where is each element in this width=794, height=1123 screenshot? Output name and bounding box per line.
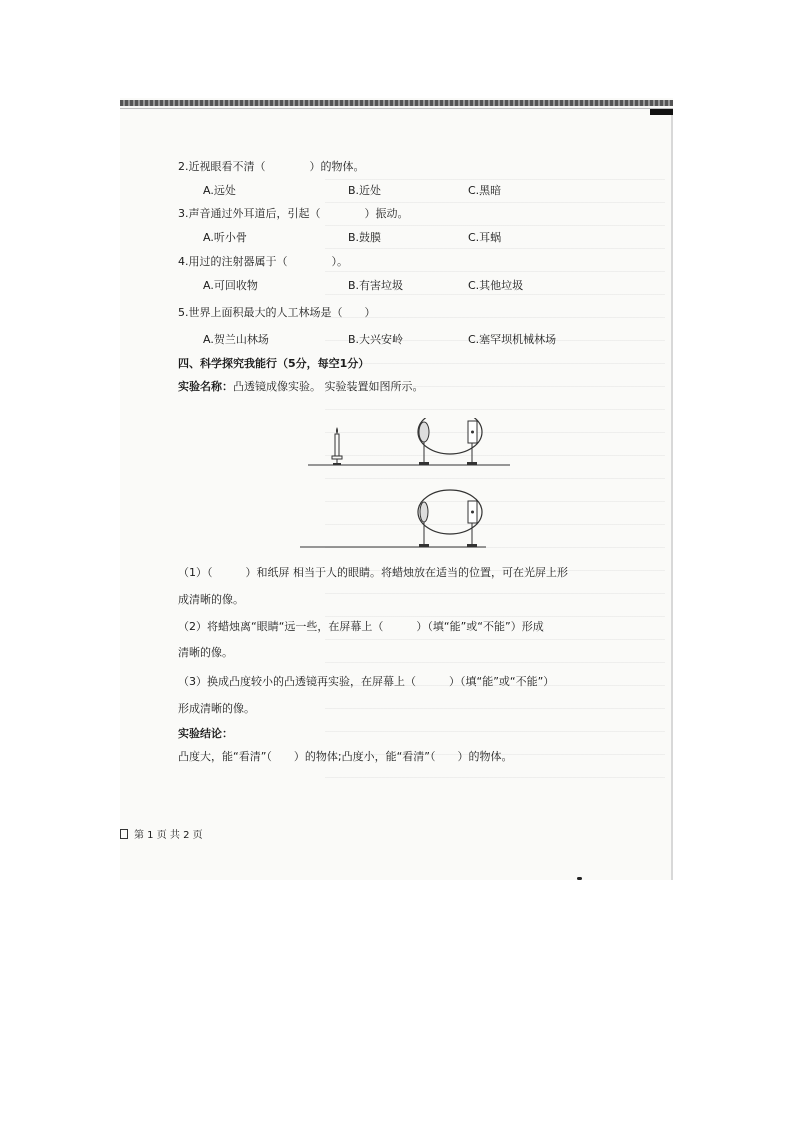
section-4-heading: 四、科学探究我能行（5分，每空1分）	[178, 357, 370, 370]
convex-lens	[419, 422, 429, 442]
question-3-option-c: C.耳蜗	[468, 231, 502, 244]
page-footer	[120, 826, 203, 841]
question-5-option-c: C.塞罕坝机械林场	[468, 333, 557, 346]
convex-lens	[420, 502, 428, 522]
setup-near	[308, 418, 510, 465]
top-border-line	[120, 108, 673, 109]
question-5-option-b: B.大兴安岭	[348, 333, 404, 346]
question-2-option-b: B.近处	[348, 184, 382, 197]
sub-question-2-line-1: （2）将蜡烛离“眼睛“远一些，在屏幕上（ ）（填“能”或“不能”）形成	[178, 620, 544, 633]
top-border	[120, 100, 673, 106]
right-edge	[671, 115, 673, 880]
question-4-stem: 4.用过的注射器属于（ ）。	[178, 255, 348, 268]
corner-mark	[650, 109, 673, 115]
question-4-option-a: A.可回收物	[203, 279, 258, 292]
binding-mark-icon	[120, 829, 128, 839]
question-5-option-a: A.贺兰山林场	[203, 333, 269, 346]
question-2-option-a: A.远处	[203, 184, 236, 197]
question-2-stem: 2.近视眼看不清（ ）的物体。	[178, 160, 365, 173]
convex-lens-experiment-diagram	[300, 418, 510, 550]
question-5-stem: 5.世界上面积最大的人工林场是（ ）	[178, 306, 376, 319]
page-number: 第 1 页 共 2 页	[134, 830, 203, 841]
sub-question-3-line-1: （3）换成凸度较小的凸透镜再实验，在屏幕上（ ）（填“能”或“不能”）	[178, 675, 555, 688]
sub-question-1-line-2: 成清晰的像。	[178, 593, 244, 606]
experiment-name-label: 实验名称：	[178, 380, 233, 393]
experiment-name-text: 凸透镜成像实验。 实验装置如图所示。	[233, 380, 424, 393]
sub-question-1-line-1: （1）（ ）和纸屏 相当于人的眼睛。将蜡烛放在适当的位置，可在光屏上形	[178, 566, 568, 579]
conclusion-label: 实验结论：	[178, 727, 233, 740]
question-4-option-b: B.有害垃圾	[348, 279, 404, 292]
sub-question-2-line-2: 清晰的像。	[178, 646, 233, 659]
candle-icon	[332, 427, 342, 465]
question-3-stem: 3.声音通过外耳道后，引起（ ）振动。	[178, 207, 409, 220]
question-2-option-c: C.黑暗	[468, 184, 502, 197]
question-4-option-c: C.其他垃圾	[468, 279, 524, 292]
scan-speck	[577, 877, 582, 880]
setup-far	[300, 490, 486, 547]
conclusion-text: 凸度大，能“看清”（ ）的物体;凸度小，能“看清”（ ）的物体。	[178, 750, 513, 763]
question-3-option-a: A.听小骨	[203, 231, 247, 244]
question-3-option-b: B.鼓膜	[348, 231, 382, 244]
sub-question-3-line-2: 形成清晰的像。	[178, 702, 255, 715]
experiment-name-line	[178, 380, 424, 394]
